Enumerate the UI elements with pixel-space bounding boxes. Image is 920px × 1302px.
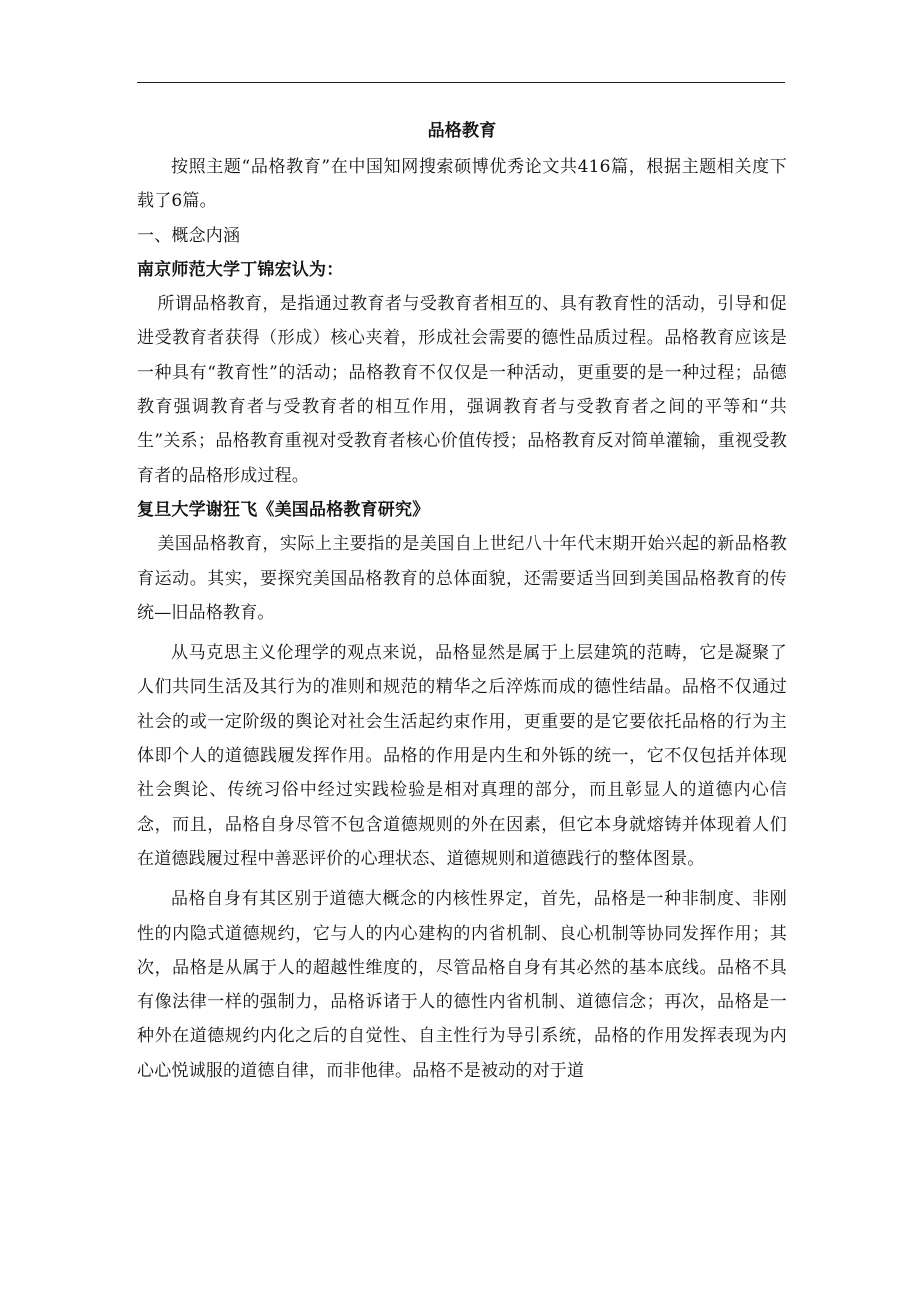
nanjing-paragraph: 所谓品格教育，是指通过教育者与受教育者相互的、具有教育性的活动，引导和促进受教育者获得（形成）核心夹着，形成社会需要的德性品质过程。品格教育应该是一种具有“教育性”的活动；品格教育不仅仅是一种活动，更重要的是一种过程；品德教育强调教育者与受教育者的相互作用，强调教育者与受教育者之间的平等和“共生”关系；品格教育重视对受教育者核心价值传授；品格教育反对简单灌输，重视受教育者的品格形成过程。 <box>137 294 787 486</box>
fudan-paragraph-2: 从马克思主义伦理学的观点来说，品格显然是属于上层建筑的范畴，它是凝聚了人们共同生活及其行为的准则和规范的精华之后淬炼而成的德性结晶。品格不仅通过社会的或一定阶级的舆论对社会生活起约束作用，更重要的是它要依托品格的行为主体即个人的道德践履发挥作用。品格的作用是内生和外铄的统一，它不仅包括并体现社会舆论、传统习俗中经过实践检验是相对真理的部分，而且彰显人的道德内心信念，而且，品格自身尽管不包含道德规则的外在因素，但它本身就熔铸并体现着人们在道德践履过程中善恶评价的心理状态、道德规则和道德践行的整体图景。 <box>137 643 787 869</box>
header-rule <box>137 82 785 83</box>
fudan-paragraph-1: 美国品格教育，实际上主要指的是美国自上世纪八十年代末期开始兴起的新品格教育运动。其实，要探究美国品格教育的总体面貌，还需要适当回到美国品格教育的传统—旧品格教育。 <box>137 534 787 623</box>
source-heading-fudan: 复旦大学谢狂飞《美国品格教育研究》 <box>137 499 430 520</box>
section-heading-concept: 一、概念内涵 <box>137 225 241 246</box>
document-body <box>137 114 787 1088</box>
intro-paragraph: 按照主题“品格教育”在中国知网搜索硕博优秀论文共416篇，根据主题相关度下载了6篇。 <box>137 157 787 212</box>
document-title: 品格教育 <box>427 121 497 141</box>
source-heading-nanjing: 南京师范大学丁锦宏认为： <box>137 259 344 280</box>
fudan-paragraph-3: 品格自身有其区别于道德大概念的内核性界定，首先，品格是一种非制度、非刚性的内隐式道德规约，它与人的内心建构的内省机制、良心机制等协同发挥作用；其次，品格是从属于人的超越性维度的，尽管品格自身有其必然的基本底线。品格不具有像法律一样的强制力，品格诉诸于人的德性内省机制、道德信念；再次，品格是一种外在道德规约内化之后的自觉性、自主性行为导引系统，品格的作用发挥表现为内心心悦诚服的道德自律，而非他律。品格不是被动的对于道 <box>137 889 787 1081</box>
